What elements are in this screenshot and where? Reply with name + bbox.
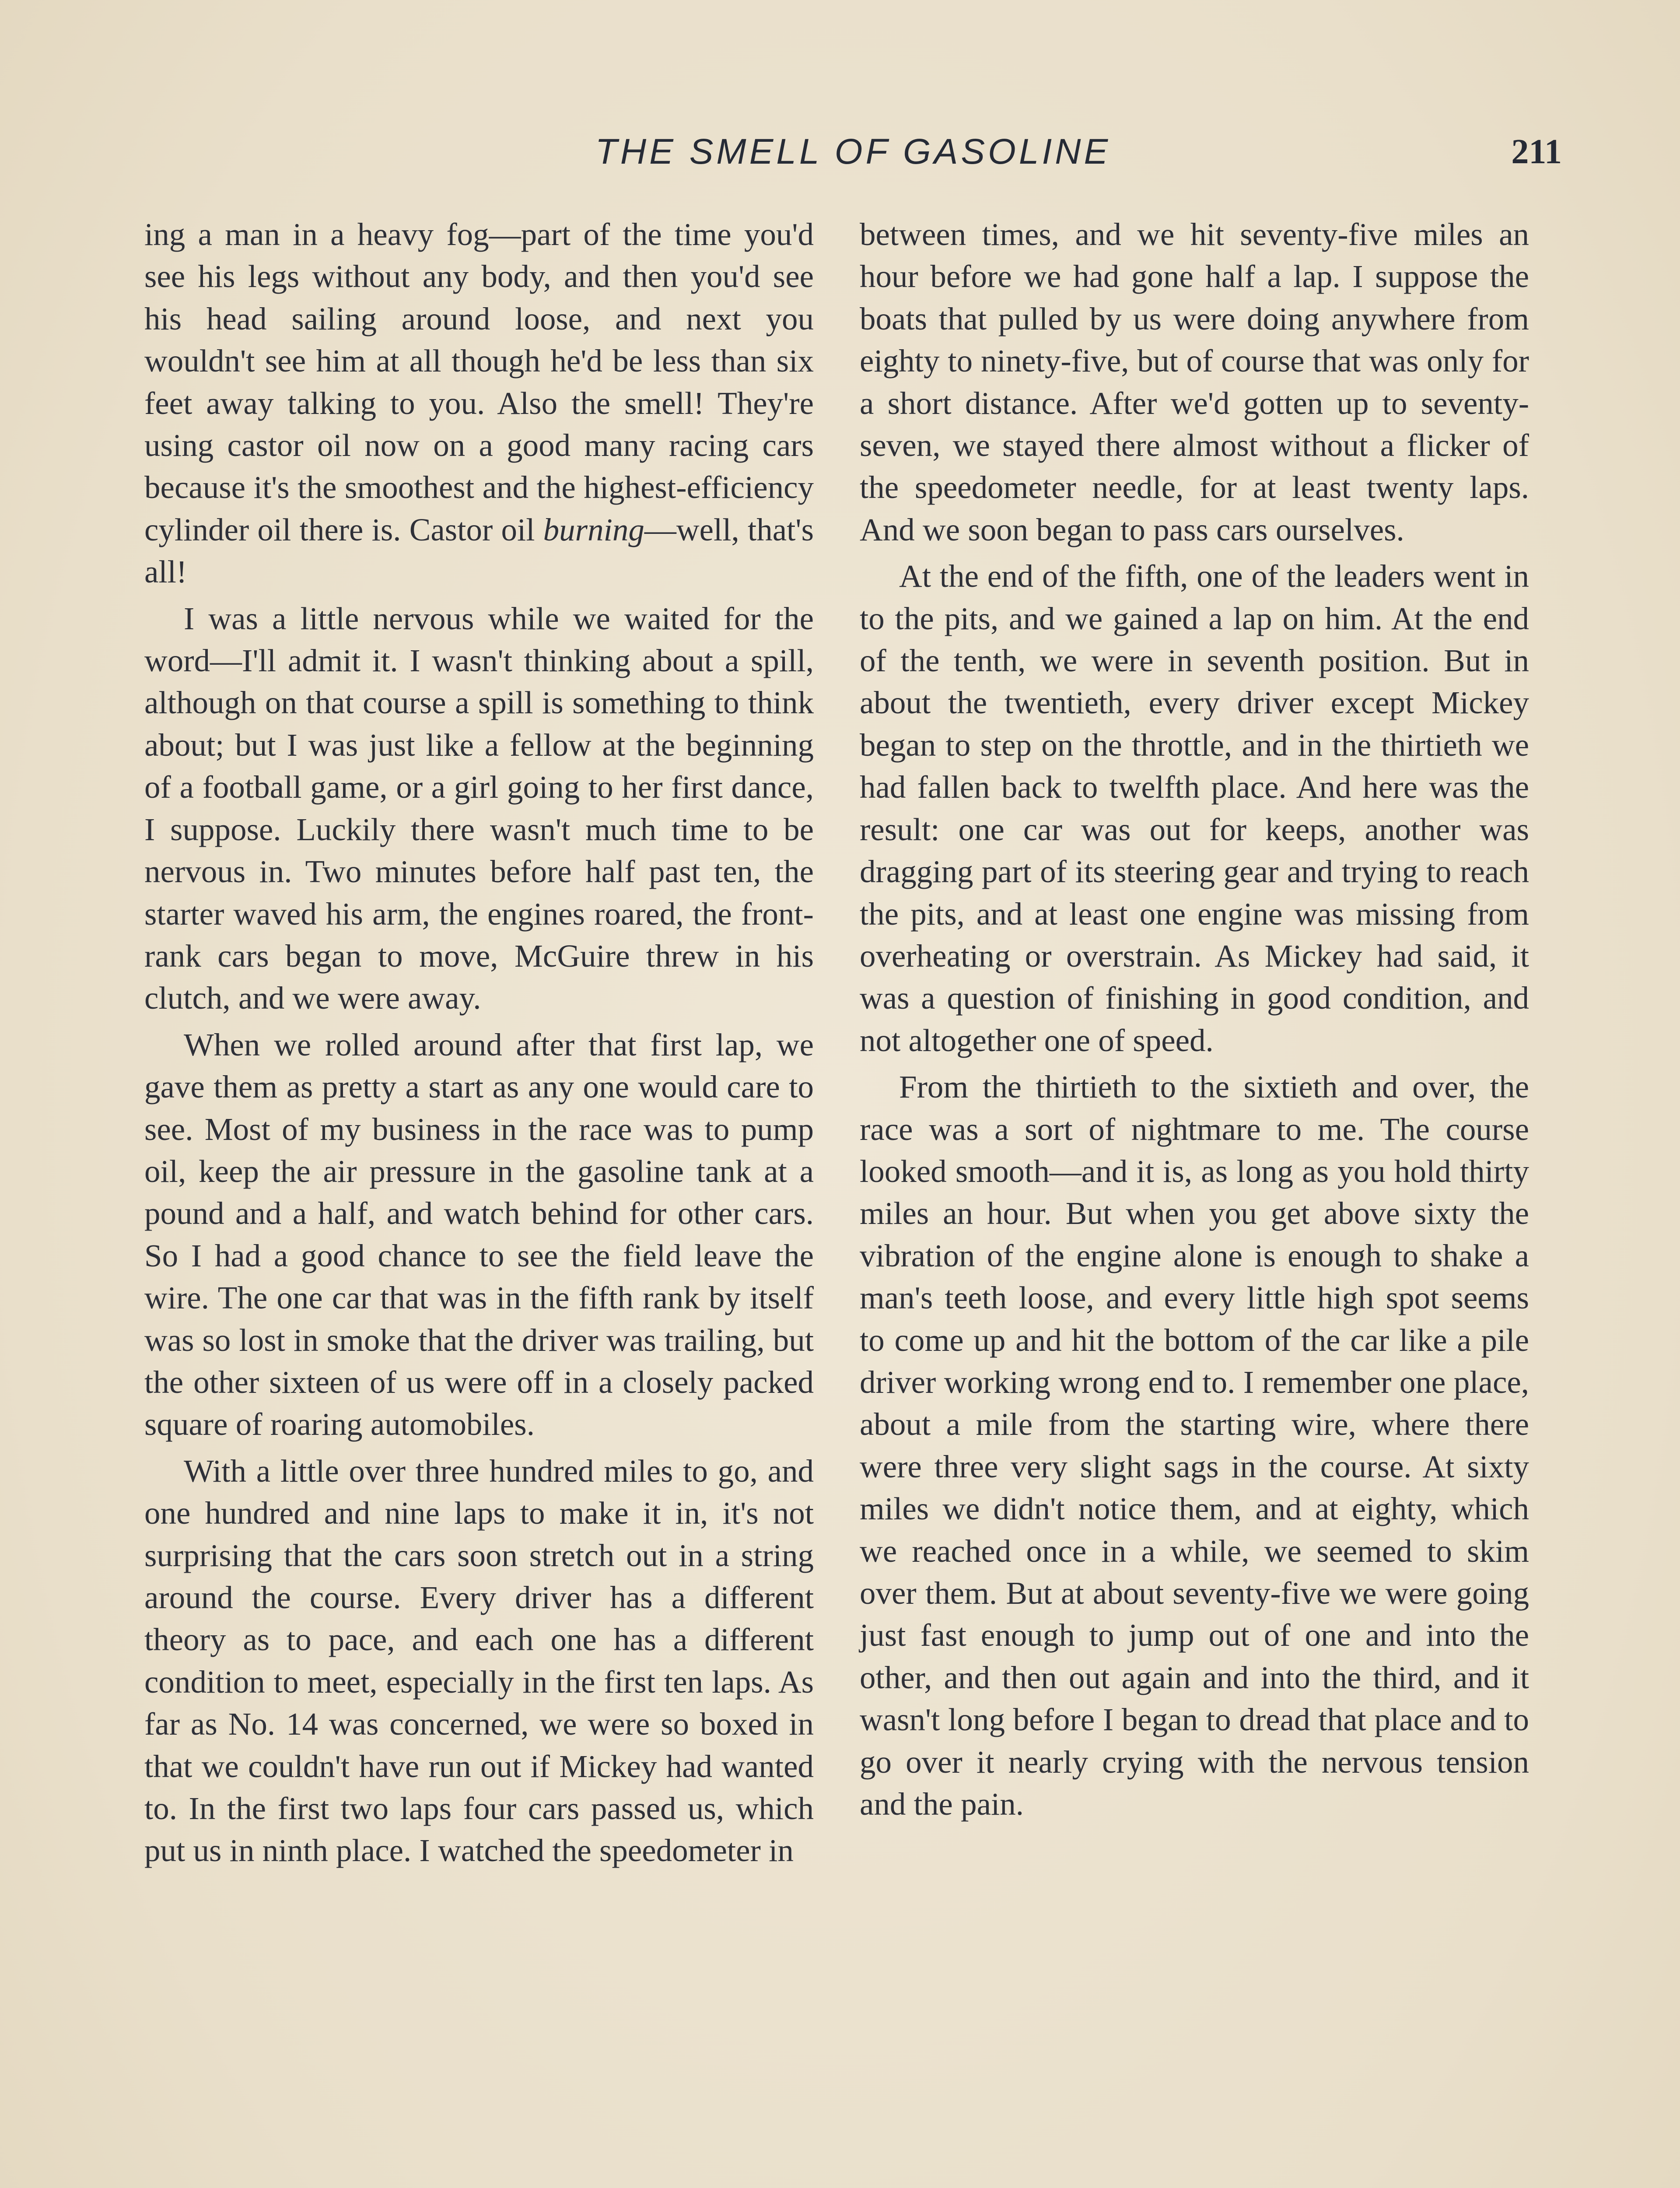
page-number: 211 bbox=[1511, 133, 1562, 171]
paragraph-text: —well, that's all! bbox=[144, 512, 814, 590]
paragraph bbox=[144, 214, 814, 593]
running-title: THE SMELL OF GASOLINE bbox=[595, 132, 1111, 172]
page-header bbox=[144, 131, 1562, 179]
paragraph: From the thirtieth to the sixtieth and over, the race was a sort of nightmare to me. The course looked smooth—and it is, as long as you hold thirty miles an hour. But when you get above sixty the vibration of the engine alone is enough to shake a man's teeth loose, and every little high spot seems to come up and hit the bottom of the car like a pile driver working wrong end to. I remember one place, about a mile from the starting wire, where there were three very slight sags in the course. At sixty miles we didn't notice them, and at eighty, which we reached once in a while, we seemed to skim over them. But at about seventy-five we were going just fast enough to jump out of one and into the other, and then out again and into the third, and it wasn't long before I began to dread that place and to go over it nearly crying with the nervous tension and the pain. bbox=[860, 1069, 1529, 1822]
paragraph: With a little over three hundred miles to go, and one hundred and nine laps to make it in, it's not surprising that the cars soon stretch out in a string around the course. Every driver has a different theory as to pace, and each one has a different condition to meet, especially in the first ten laps. As far as No. 14 was concerned, we were so boxed in that we couldn't have run out if Mickey had wanted to. In the first two laps four cars passed us, which put us in ninth place. I watched the speedometer in bbox=[144, 1453, 814, 1869]
emphasis-text: burning bbox=[543, 512, 644, 547]
paragraph: I was a little nervous while we waited for the word—I'll admit it. I wasn't thinking about a spill, although on that course a spill is something to think about; but I was just like a fellow at the beginning of a football game, or a girl going to her first dance, I suppose. Luckily there wasn't much time to be nervous in. Two minutes before half past ten, the starter waved his arm, the engines roared, the front-rank cars began to move, McGuire threw in his clutch, and we were away. bbox=[144, 600, 814, 1016]
left-column bbox=[144, 214, 814, 1876]
right-column bbox=[860, 214, 1529, 1830]
paragraph: When we rolled around after that first lap, we gave them as pretty a start as any one would care to see. Most of my business in the race was to pump oil, keep the air pressure in the gasoline tank at a pound and a half, and watch behind for other cars. So I had a good chance to see the field leave the wire. The one car that was in the fifth rank by itself was so lost in smoke that the driver was trailing, but the other sixteen of us were off in a closely packed square of roaring automobiles. bbox=[144, 1027, 814, 1442]
paragraph: At the end of the fifth, one of the leaders went in to the pits, and we gained a lap on him. At the end of the tenth, we were in seventh position. But in about the twentieth, every driver except Mickey began to step on the throttle, and in the thirtieth we had fallen back to twelfth place. And here was the result: one car was out for keeps, another was dragging part of its steering gear and trying to reach the pits, and at least one engine was missing from overheating or overstrain. As Mickey had said, it was a question of finishing in good condition, and not altogether one of speed. bbox=[860, 558, 1529, 1058]
paragraph: between times, and we hit seventy-five miles an hour before we had gone half a lap. I suppose the boats that pulled by us were doing anywhere from eighty to ninety-five, but of course that was only for a short distance. After we'd gotten up to seventy-seven, we stayed there almost without a flicker of the speedometer needle, for at least twenty laps. And we soon began to pass cars ourselves. bbox=[860, 217, 1529, 547]
paragraph-text: ing a man in a heavy fog—part of the time you'd see his legs without any body, and then you'd see his head sailing around loose, and next you wouldn't see him at all though he'd be less than six feet away talking to you. Also the smell! They're using castor oil now on a good many racing cars because it's the smoothest and the highest-efficiency cylinder oil there is. Castor oil bbox=[144, 217, 814, 547]
